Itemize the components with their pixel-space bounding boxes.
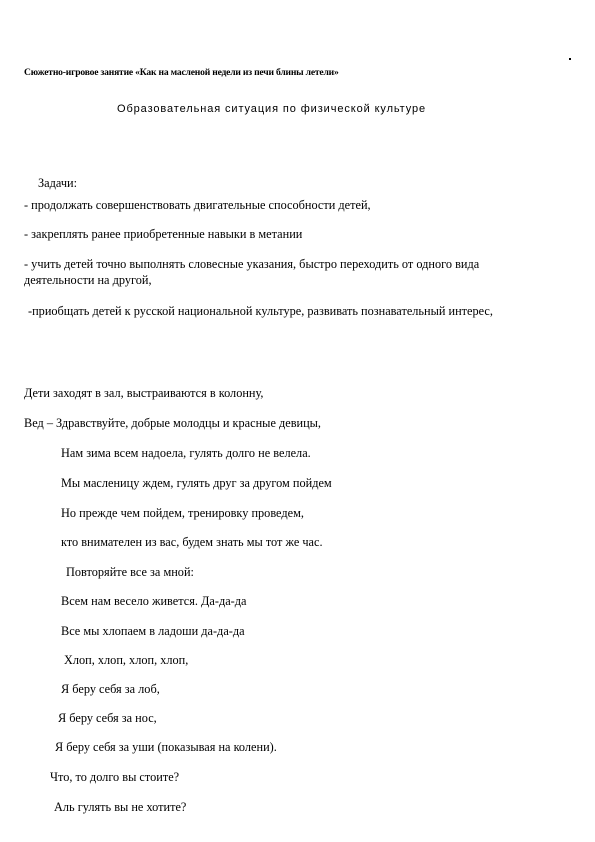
task-item: - закреплять ранее приобретенные навыки в метании xyxy=(24,227,303,241)
script-line: Нам зима всем надоела, гулять долго не велела. xyxy=(61,446,311,460)
script-line: Хлоп, хлоп, хлоп, хлоп, xyxy=(64,653,189,667)
document-header: Сюжетно-игровое занятие «Как на масленой недели из печи блины летели» xyxy=(24,67,339,78)
script-line: Всем нам весело живется. Да-да-да xyxy=(61,594,247,608)
script-line: Мы масленицу ждем, гулять друг за другом пойдем xyxy=(61,476,332,490)
script-line: Но прежде чем пойдем, тренировку проведем, xyxy=(61,506,304,520)
task-item: - учить детей точно выполнять словесные указания, быстро переходить от одного вида xyxy=(24,257,480,271)
script-line: Я беру себя за лоб, xyxy=(61,682,160,696)
script-line: Аль гулять вы не хотите? xyxy=(54,800,187,814)
script-line: Вед – Здравствуйте, добрые молодцы и красные девицы, xyxy=(24,416,321,430)
task-item: - продолжать совершенствовать двигательные способности детей, xyxy=(24,198,371,212)
script-line: Я беру себя за уши (показывая на колени). xyxy=(55,740,277,754)
script-line: Я беру себя за нос, xyxy=(58,711,157,725)
script-line: Повторяйте все за мной: xyxy=(66,565,194,579)
tasks-heading: Задачи: xyxy=(38,176,78,190)
script-line: Что, то долго вы стоите? xyxy=(50,770,180,784)
script-line: Все мы хлопаем в ладоши да-да-да xyxy=(61,624,245,638)
task-item: -приобщать детей к русской национальной культуре, развивать познавательный интерес, xyxy=(28,304,493,318)
script-line: кто внимателен из вас, будем знать мы тот же час. xyxy=(61,535,323,549)
document-subtitle: Образовательная ситуация по физической культуре xyxy=(117,103,427,115)
page-mark-dot xyxy=(569,58,571,60)
task-item-continued: деятельности на другой, xyxy=(24,273,152,287)
script-line: Дети заходят в зал, выстраиваются в колонну, xyxy=(24,386,264,400)
